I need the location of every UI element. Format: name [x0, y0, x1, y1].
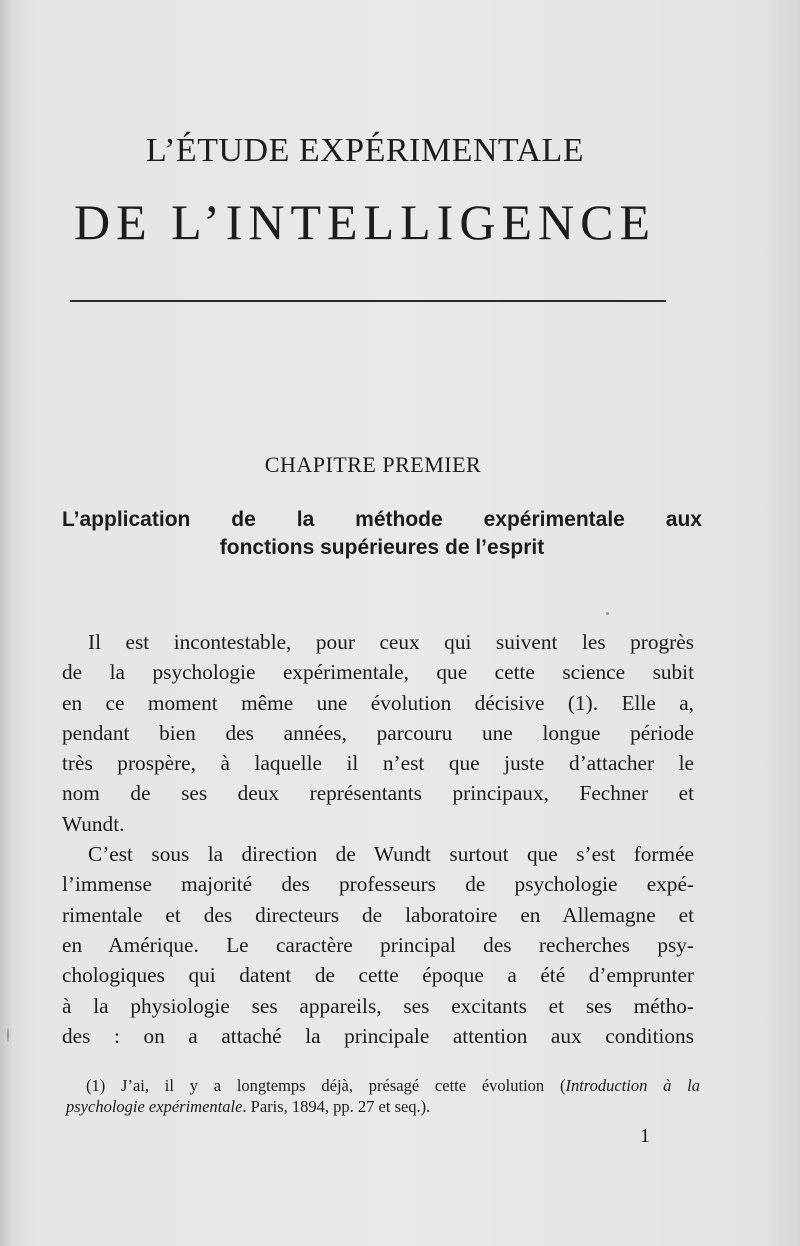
body-line: à la physiologie ses appareils, ses excitants et ses métho- — [62, 993, 694, 1018]
chapter-subtitle — [62, 506, 702, 562]
footnote-text: . Paris, 1894, pp. 27 et seq.). — [242, 1097, 431, 1116]
paper-speck — [7, 1028, 9, 1042]
title-line-2: DE L’INTELLIGENCE — [74, 194, 656, 250]
footnote — [66, 1075, 700, 1117]
body-line: Wundt. — [62, 811, 125, 836]
footnote-text: (1) J’ai, il y a longtemps déjà, présagé cette évolution ( — [86, 1076, 566, 1095]
body-line: en ce moment même une évolution décisive (1). Elle a, — [62, 690, 694, 715]
body-line: pendant bien des années, parcouru une longue période — [62, 720, 694, 745]
body-line: très prospère, à laquelle il n’est que juste d’attacher le — [62, 751, 694, 776]
footnote-line-1 — [66, 1075, 700, 1096]
body-line: nom de ses deux représentants principaux, Fechner et — [62, 781, 694, 806]
title-rule — [70, 300, 666, 302]
footnote-line-2 — [66, 1096, 700, 1117]
paper-speck — [606, 612, 609, 615]
body-line: de la psychologie expérimentale, que cette science subit — [62, 660, 694, 685]
page-number: 1 — [640, 1125, 650, 1147]
body-line: l’immense majorité des professeurs de psychologie expé- — [62, 872, 694, 897]
chapter-label: CHAPITRE PREMIER — [264, 452, 482, 477]
footnote-italic: Introduction à la — [565, 1076, 700, 1095]
body-line: en Amérique. Le caractère principal des recherches psy- — [62, 932, 694, 957]
body-text — [62, 627, 694, 1051]
body-line: des : on a attaché la principale attention aux conditions — [62, 1023, 694, 1048]
body-line: C’est sous la direction de Wundt surtout que s’est formée — [88, 842, 694, 867]
body-line: rimentale et des directeurs de laboratoire en Allemagne et — [62, 902, 694, 927]
title-line-1: L’ÉTUDE EXPÉRIMENTALE — [145, 132, 585, 169]
page-edge-shadow — [0, 0, 14, 1246]
chapter-subtitle-line-1: L’application de la méthode expérimentale aux — [62, 508, 702, 531]
body-line: chologiques qui datent de cette époque a été d’emprunter — [62, 963, 694, 988]
body-line: Il est incontestable, pour ceux qui suivent les progrès — [88, 630, 694, 654]
chapter-subtitle-line-2: fonctions supérieures de l’esprit — [219, 536, 545, 559]
footnote-italic: psychologie expérimentale — [66, 1097, 243, 1116]
